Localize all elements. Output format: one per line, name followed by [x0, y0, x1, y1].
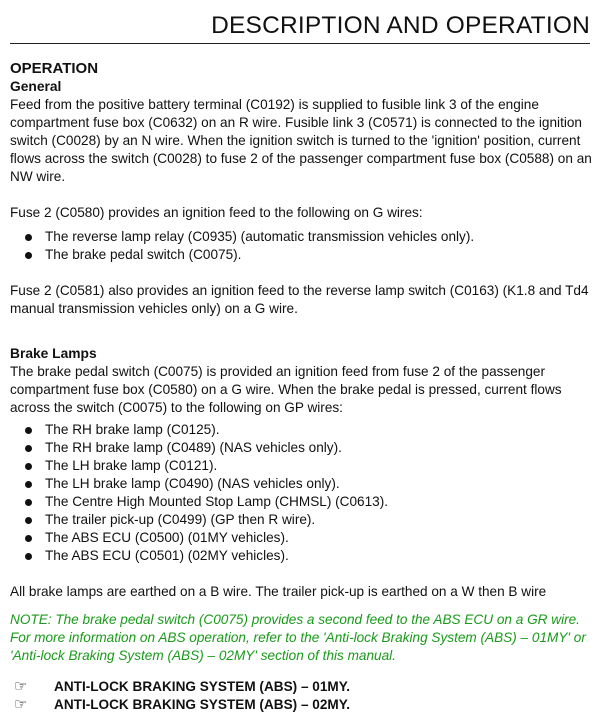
bullet-icon: [25, 234, 32, 241]
list-item: [10, 493, 594, 511]
page-header-title: DESCRIPTION AND OPERATION: [211, 12, 590, 39]
brake-lamps-paragraph-1: The brake pedal switch (C0075) is provided an ignition feed from fuse 2 of the passenger compartment fuse box (C0580) on a G wire. When the brake pedal is pressed, current flows across the switch (C0075) to the following on GP wires:: [10, 364, 562, 415]
general-paragraph-1: Feed from the positive battery terminal (C0192) is supplied to fusible link 3 of the engine compartment fuse box (C0632) on an R wire. Fusible link 3 (C0571) is connected to the ignition switch (C0028) by an N wire. When the ignition switch is turned to the 'ignition' position, current flows across the switch (C0028) to fuse 2 of the passenger compartment fuse box (C0588) on an NW wire.: [10, 97, 592, 184]
list-item: [10, 475, 594, 493]
list-item-text: The RH brake lamp (C0489) (NAS vehicles only).: [45, 440, 342, 455]
list-item: [10, 439, 594, 457]
list-item: [10, 457, 594, 475]
cross-references: [14, 678, 350, 714]
pointing-hand-icon: ☞: [14, 678, 28, 695]
list-item-text: The ABS ECU (C0500) (01MY vehicles).: [45, 530, 289, 545]
list-item-text: The reverse lamp relay (C0935) (automatic transmission vehicles only).: [45, 229, 475, 244]
list-item: [10, 529, 594, 547]
brake-lamps-paragraph-2: All brake lamps are earthed on a B wire. The trailer pick-up is earthed on a W then B wire: [10, 584, 547, 599]
operation-heading: OPERATION: [10, 60, 99, 77]
list-item-text: The Centre High Mounted Stop Lamp (CHMSL) (C0613).: [45, 494, 389, 509]
bullet-icon: [25, 463, 32, 470]
brake-lamp-list: [10, 421, 594, 565]
abs-note: NOTE: The brake pedal switch (C0075) provides a second feed to the ABS ECU on a GR wire. For more information on ABS operation, refer to the 'Anti-lock Braking System (ABS) – 01MY' or 'Anti-lock Braking System (ABS) – 02MY' section of this manual.: [10, 612, 586, 663]
general-heading: General: [10, 79, 62, 94]
reference-link-abs-02my[interactable]: [14, 696, 350, 714]
ignition-feed-list: [10, 228, 594, 264]
reference-text: ANTI-LOCK BRAKING SYSTEM (ABS) – 02MY.: [54, 697, 351, 712]
bullet-icon: [25, 427, 32, 434]
reference-text: ANTI-LOCK BRAKING SYSTEM (ABS) – 01MY.: [54, 679, 351, 694]
bullet-icon: [25, 445, 32, 452]
list-item-text: The trailer pick-up (C0499) (GP then R wire).: [45, 512, 316, 527]
reference-link-abs-01my[interactable]: [14, 678, 350, 696]
bullet-icon: [25, 481, 32, 488]
list-item-text: The RH brake lamp (C0125).: [45, 422, 220, 437]
brake-lamps-heading: Brake Lamps: [10, 346, 97, 361]
list-item: [10, 246, 594, 264]
general-paragraph-2: Fuse 2 (C0580) provides an ignition feed to the following on G wires:: [10, 205, 423, 220]
pointing-hand-icon: ☞: [14, 696, 28, 713]
list-item: [10, 228, 594, 246]
bullet-icon: [25, 553, 32, 560]
bullet-icon: [25, 252, 32, 259]
list-item-text: The ABS ECU (C0501) (02MY vehicles).: [45, 548, 289, 563]
list-item-text: The brake pedal switch (C0075).: [45, 247, 242, 262]
list-item: [10, 511, 594, 529]
general-paragraph-3: Fuse 2 (C0581) also provides an ignition feed to the reverse lamp switch (C0163) (K1.8 and Td4 manual transmission vehicles only) on a G wire.: [10, 283, 589, 316]
list-item: [10, 547, 594, 565]
list-item-text: The LH brake lamp (C0490) (NAS vehicles only).: [45, 476, 340, 491]
bullet-icon: [25, 499, 32, 506]
page-content: [10, 59, 594, 665]
list-item-text: The LH brake lamp (C0121).: [45, 458, 218, 473]
list-item: [10, 421, 594, 439]
bullet-icon: [25, 535, 32, 542]
bullet-icon: [25, 517, 32, 524]
header-divider: [10, 43, 590, 44]
